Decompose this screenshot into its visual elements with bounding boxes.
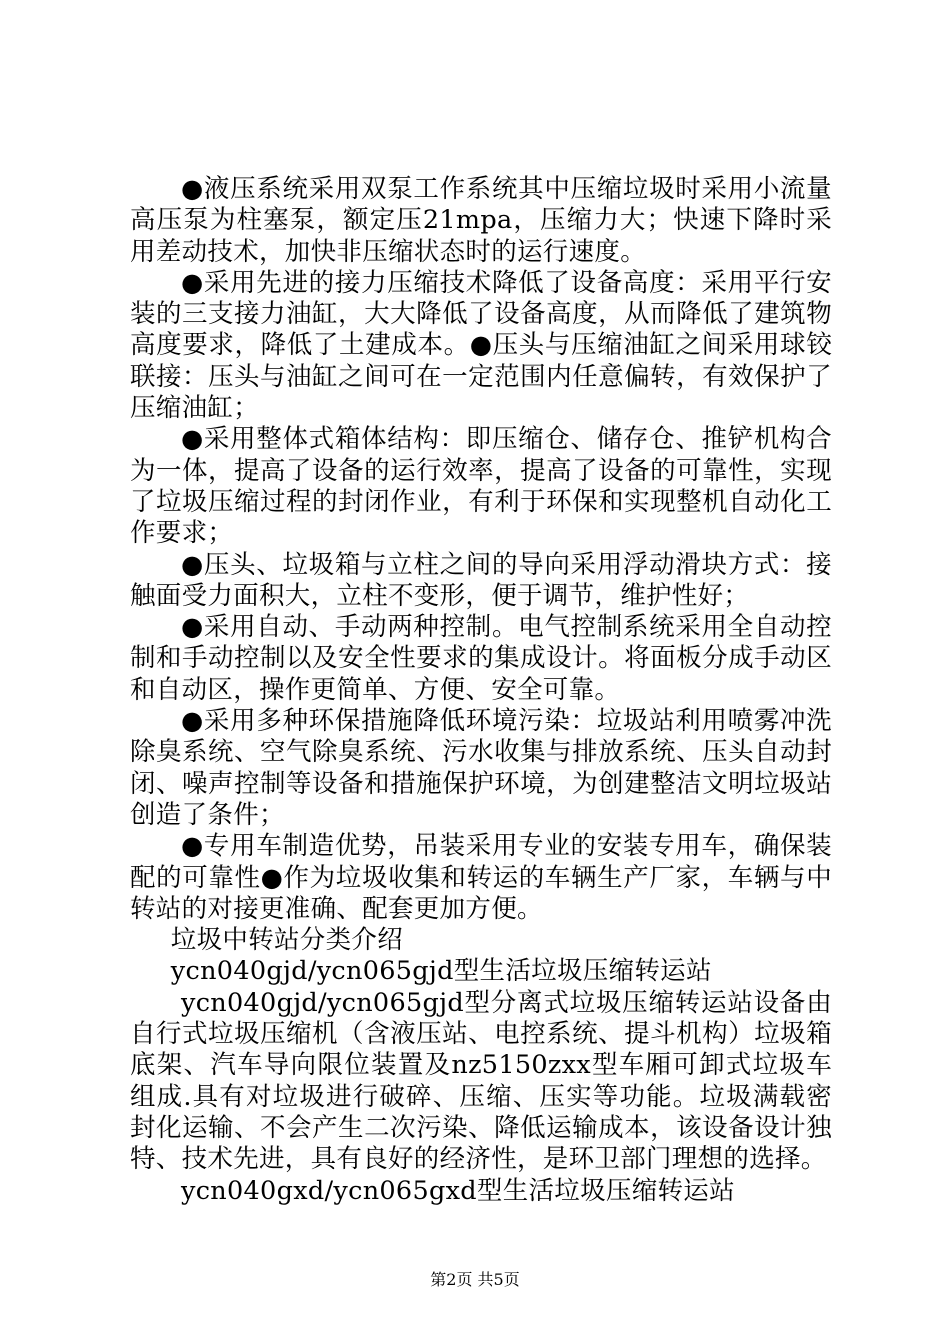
paragraph-floating-slider: ●压头、垃圾箱与立柱之间的导向采用浮动滑块方式：接触面受力面积大，立柱不变形，便于调节，维护性好； xyxy=(130,549,832,611)
paragraph-environmental-measures: ●采用多种环保措施降低环境污染：垃圾站利用喷雾冲洗除臭系统、空气除臭系统、污水收集与排放系统、压头自动封闭、噪声控制等设备和措施保护环境，为创建整洁文明垃圾站创造了条件； xyxy=(130,706,832,830)
subheading-gxd-model: ycn040gxd/ycn065gxd型生活垃圾压缩转运站 xyxy=(181,1175,735,1206)
paragraph-control-modes: ●采用自动、手动两种控制。电气控制系统采用全自动控制和手动控制以及安全性要求的集成设计。将面板分成手动区和自动区，操作更简单、方便、安全可靠。 xyxy=(130,612,832,705)
document-body xyxy=(130,174,832,1207)
paragraph-special-vehicle: ●专用车制造优势，吊装采用专业的安装专用车，确保装配的可靠性●作为垃圾收集和转运的车辆生产厂家，车辆与中转站的对接更准确、配套更加方便。 xyxy=(130,831,832,924)
section-heading-classification: 垃圾中转站分类介绍 xyxy=(170,925,403,956)
paragraph-integral-box: ●采用整体式箱体结构：即压缩仓、储存仓、推铲机构合为一体，提高了设备的运行效率，提高了设备的可靠性，实现了垃圾压缩过程的封闭作业，有利于环保和实现整机自动化工作要求； xyxy=(130,424,832,549)
paragraph-gjd-description: ycn040gjd/ycn065gjd型分离式垃圾压缩转运站设备由自行式垃圾压缩机（含液压站、电控系统、提斗机构）垃圾箱底架、汽车导向限位装置及nz5150zxx型车厢可卸式垃圾车组成.具有对垃圾进行破碎、压缩、压实等功能。垃圾满载密封化运输、不会产生二次污染、降低运输成本，该设备设计独特、技术先进，具有良好的经济性，是环卫部门理想的选择。 xyxy=(130,987,832,1175)
subheading-gjd-model: ycn040gjd/ycn065gjd型生活垃圾压缩转运站 xyxy=(170,956,712,987)
page-number-footer: 第2页 共5页 xyxy=(430,1270,520,1289)
paragraph-hydraulic-system: ●液压系统采用双泵工作系统其中压缩垃圾时采用小流量高压泵为柱塞泵，额定压21mpa，压缩力大；快速下降时采用差动技术，加快非压缩状态时的运行速度。 xyxy=(130,174,832,267)
paragraph-relay-compression: ●采用先进的接力压缩技术降低了设备高度：采用平行安装的三支接力油缸，大大降低了设备高度，从而降低了建筑物高度要求，降低了土建成本。●压头与压缩油缸之间采用球铰联接：压头与油缸之间可在一定范围内任意偏转，有效保护了压缩油缸； xyxy=(130,267,832,424)
